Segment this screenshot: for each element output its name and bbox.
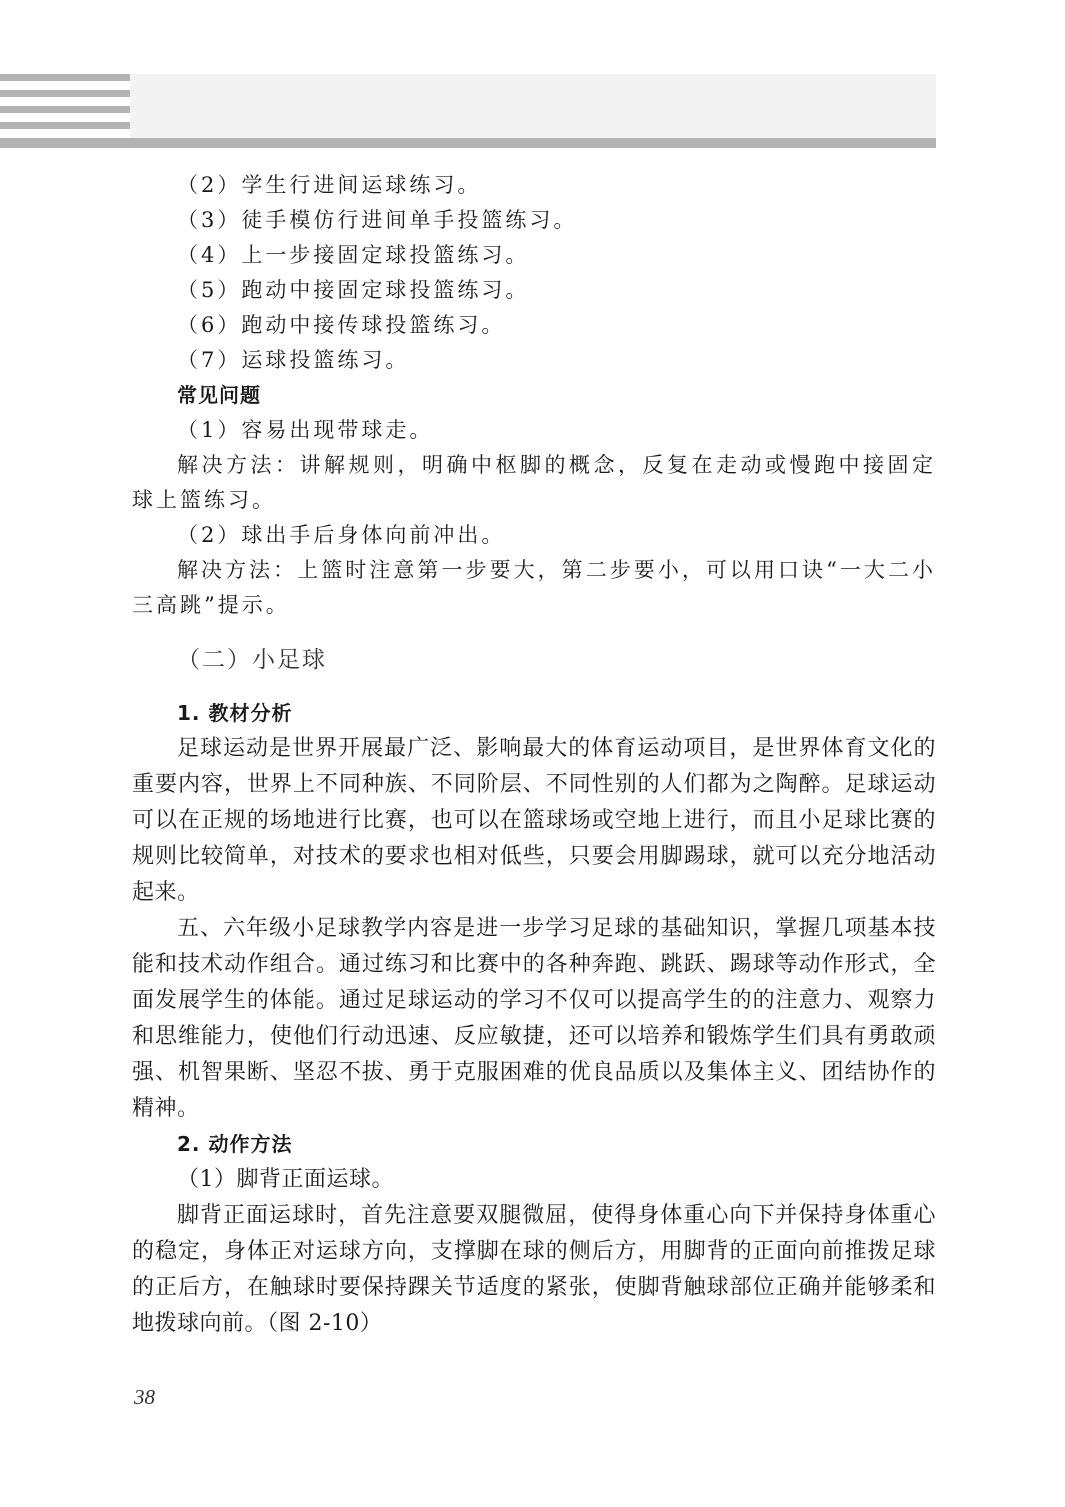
header-band: [130, 74, 936, 138]
header-stripe: [0, 106, 130, 113]
practice-item: （7）运球投篮练习。: [177, 348, 410, 372]
practice-item: （5）跑动中接固定球投篮练习。: [177, 278, 530, 302]
solution-1: 解决方法：讲解规则，明确中枢脚的概念，反复在走动或慢跑中接固定球上篮练习。: [132, 453, 936, 512]
practice-item: （4）上一步接固定球投篮练习。: [177, 243, 530, 267]
method-item: （1）脚背正面运球。: [177, 1167, 394, 1192]
header-rule: [0, 138, 936, 148]
paragraph: 足球运动是世界开展最广泛、影响最大的体育运动项目，是世界体育文化的重要内容，世界上不同种族、不同阶层、不同性别的人们都为之陶醉。足球运动可以在正规的场地进行比赛，也可以在篮球场或空地上进行，而且小足球比赛的规则比较简单，对技术的要求也相对低些，只要会用脚踢球，就可以充分地活动起来。: [132, 736, 936, 905]
page-content: [132, 168, 936, 1342]
paragraph: 五、六年级小足球教学内容是进一步学习足球的基础知识，掌握几项基本技能和技术动作组合。通过练习和比赛中的各种奔跑、跳跃、踢球等动作形式，全面发展学生的体能。通过足球运动的学习不仅可以提高学生的的注意力、观察力和思维能力，使他们行动迅速、反应敏捷，还可以培养和锻炼学生们具有勇敢顽强、机智果断、坚忍不拔、勇于克服困难的优良品质以及集体主义、团结协作的精神。: [132, 916, 936, 1121]
practice-item: （2）学生行进间运球练习。: [177, 173, 482, 197]
header-stripe: [0, 122, 130, 129]
header-stripe: [0, 90, 130, 97]
practice-item: （3）徒手模仿行进间单手投篮练习。: [177, 208, 578, 232]
section-title: （二）小足球: [177, 647, 327, 673]
problem-2: （2）球出手后身体向前冲出。: [177, 523, 506, 547]
solution-2: 解决方法：上篮时注意第一步要大，第二步要小，可以用口诀“一大二小三高跳”提示。: [132, 558, 936, 617]
practice-item: （6）跑动中接传球投篮练习。: [177, 313, 506, 337]
header-stripe: [0, 74, 130, 81]
heading-method: 2. 动作方法: [177, 1132, 293, 1156]
page-number: 38: [134, 1385, 155, 1409]
paragraph: 脚背正面运球时，首先注意要双腿微屈，使得身体重心向下并保持身体重心的稳定，身体正对运球方向，支撑脚在球的侧后方，用脚背的正面向前推拨足球的正后方，在触球时要保持踝关节适度的紧张，使脚背触球部位正确并能够柔和地拨球向前。（图 2-10）: [132, 1203, 936, 1336]
problems-heading: 常见问题: [177, 383, 261, 407]
problem-1: （1）容易出现带球走。: [177, 418, 434, 442]
heading-analysis: 1. 教材分析: [177, 701, 293, 725]
